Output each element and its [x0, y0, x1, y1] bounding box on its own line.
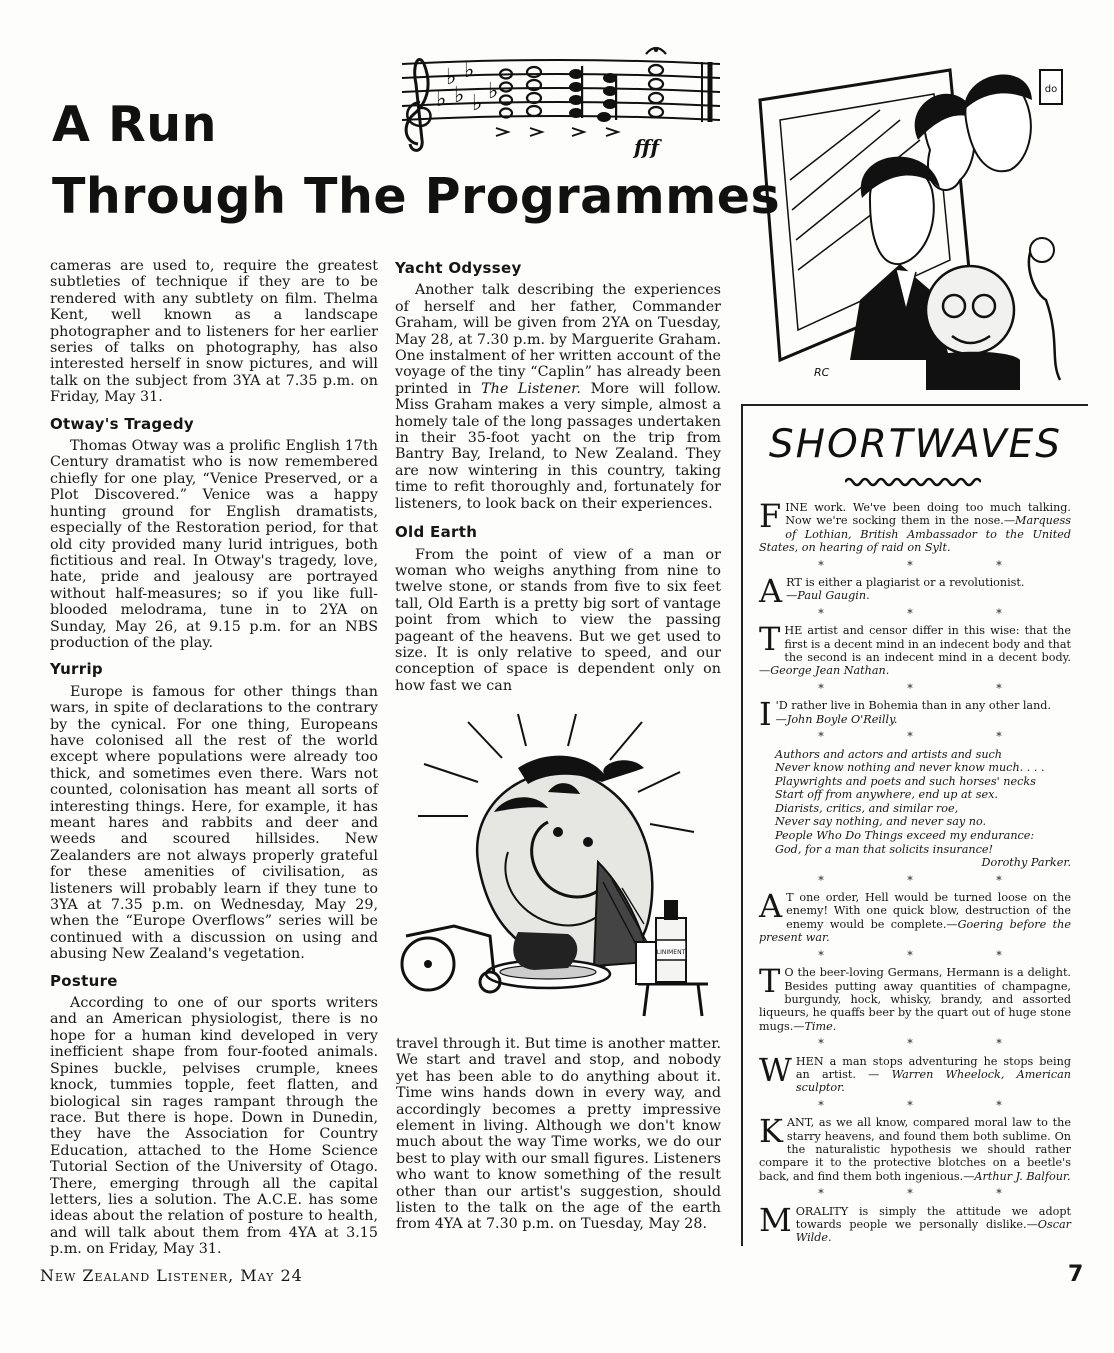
old-earth-paragraph: From the point of view of a man or woman who weighs anything from nine to twelve stone, or stands from five to six feet tall, Old Earth is a pretty big sort of vantage point from which to view the passing pageant of the heavens. But we get used to size. It is only relative to speed, and our conception of space is dependent only on how fast we can	[395, 546, 721, 694]
heading-old-earth: Old Earth	[395, 523, 478, 542]
quote-6: T O the beer-loving Germans, Hermann is a delight. Besides putting away quantities of champagne, burgundy, hock, whisky, brandy, and assorted liqueurs, he quaffs beer by the quart out of huge stone mugs.—Time.	[759, 962, 1071, 1033]
separator-stars: * * *	[818, 730, 1042, 744]
column-1	[50, 258, 378, 1258]
separator-stars: * * *	[818, 1037, 1042, 1051]
quote-1: FINE work. We've been doing too much talking. Now we're socking them in the nose.—Marquess of Lothian, British Ambassador to the United States, on hearing of raid on Sylt.	[759, 497, 1071, 555]
heading-otway: Otway's Tragedy	[50, 414, 194, 433]
separator-stars: * * *	[818, 681, 1042, 695]
old-earth-continued: travel through it. But time is another matter. We start and travel and stop, and nobody yet has been able to do anything about it. Time wins hands down in every way, and accordingly becomes a pretty impressive element in living. Although we don't know much about the way Time works, we do our best to play with our small figures. Listeners who want to know something of the result other than our artist's suggestion, should listen to the talk on the age of the earth from 4YA at 7.30 p.m. on Tuesday, May 28.	[396, 1036, 721, 1233]
performers-illustration	[750, 60, 1080, 390]
quote-3: THE artist and censor differ in this wise: that the first is a decent mind in an indecent body and that the second is an indecent mind in a decent body.—George Jean Nathan.	[759, 620, 1071, 678]
svg-text:♭: ♭	[436, 87, 447, 112]
otway-paragraph: Thomas Otway was a prolific English 17th Century dramatist who is now remembered chiefly for one play, “Venice Preserved, or a Plot Discovered.” Venice was a happy hunting ground for English dramatists, especially of the Restoration period, for that old city provided many lurid intrigues, both fictitious and real. In Otway's tragedy, love, hate, pride and jealousy are portrayed without half-measures; so if you like full-blooded melodrama, tune in to 2YA on Sunday, May 26, at 9.15 p.m. for an NBS production of the play.	[50, 438, 378, 651]
quote-7: WHEN a man stops adventuring he stops being an artist. — Warren Wheelock, American sculptor.	[759, 1050, 1071, 1095]
headline-line-1: A Run	[52, 96, 217, 153]
poem-source: Dorothy Parker.	[981, 856, 1071, 870]
posture-paragraph: According to one of our sports writers and an American physiologist, there is no hope for a human kind developed in very inefficient shape from four-footed animals. Spines buckle, pelvises crumple, knees knock, tummies topple, feet flatten, and biological sin rages rampant through the race. But there is hope. Down in Dunedin, they have the Association for Country Education, attached to the Home Science Tutorial Section of the University of Otago. There, emerging through all the capital letters, lies a solution. The A.C.E. has some ideas about the relation of posture to health, and will talk about them from 4YA at 3.15 p.m. on Friday, May 31.	[50, 995, 378, 1258]
heading-posture: Posture	[50, 971, 118, 990]
shortwaves-title: SHORTWAVES	[768, 422, 1063, 467]
publication-footer: New Zealand Listener, May 24	[40, 1266, 303, 1285]
quote-5: A T one order, Hell would be turned loose on the enemy! With one quick blow, destruction of the enemy would be complete.—Goering before the present war.	[759, 887, 1071, 945]
wave-ornament	[845, 476, 981, 488]
separator-stars: * * *	[818, 873, 1042, 887]
svg-text:♭: ♭	[488, 79, 499, 104]
svg-text:♭: ♭	[472, 91, 483, 116]
old-earth-cartoon	[398, 712, 720, 1028]
separator-stars: * * *	[818, 1098, 1042, 1112]
yacht-paragraph: Another talk describing the experiences of herself and her father, Commander Graham, will be given from 2YA on Tuesday, May 28, at 7.30 p.m. by Marguerite Graham. One instalment of her written account of the voyage of the tiny “Caplin” has already been printed in The Listener. More will follow. Miss Graham makes a very simple, almost a homely tale of the long passages undertaken in their 35-foot yacht on the trip from Bantry Bay, Ireland, to New Zealand. They are now wintering in this country, taking time to refit thoroughly and, fortunately for listeners, to look back on their experiences.	[395, 282, 721, 512]
column-2-bottom	[396, 1036, 721, 1233]
yurrip-paragraph: Europe is famous for other things than wars, in spite of declarations to the contrary by the cynical. For one thing, Europeans have colonised all the rest of the world except where populations were already too thick, and sometimes even there. Wars not counted, colonisation has meant all sorts of interesting things. Here, for example, it has meant hares and rabbits and deer and weeds and scoured hillsides. New Zealanders are not always properly grateful for these amenities of civilisation, as listeners will probably learn if they tune to 3YA at 7.35 p.m. on Wednesday, May 29, when the “Europe Overflows” series will be continued with a discussion on using and abusing New Zealand's vegetation.	[50, 683, 378, 963]
shortwaves-box	[741, 404, 1088, 1246]
artist-signature: RC	[814, 366, 830, 379]
svg-text:♭: ♭	[464, 58, 475, 83]
quote-8: KANT, as we all know, compared moral law to the starry heavens, and found them both sublime. On the naturalistic hypothesis we should rather compare it to the protective blotches on a beetle's back, and find them both ingenious.—Arthur J. Balfour.	[759, 1112, 1071, 1183]
separator-stars: * * *	[818, 948, 1042, 962]
parker-poem: Authors and actors and artists and such Never know nothing and never know much. . . . Playwrights and poets and such horses' necks Start off from anywhere, end up at sex. Diarists, critics, and similar roe, Never say nothing, and never say no. People Who Do Things exceed my endurance: God, for a man that solicits insurance!	[775, 747, 1045, 856]
intro-paragraph: cameras are used to, require the greatest subtleties of technique if they are to be rendered with any subtlety on film. Thelma Kent, well known as a landscape photographer and to listeners for her earlier series of talks on photography, has also interested herself in snow pictures, and will talk on the subject from 3YA at 7.35 p.m. on Friday, May 31.	[50, 258, 378, 406]
separator-stars: * * *	[818, 606, 1042, 620]
quote-2: ART is either a plagiarist or a revolutionist. —Paul Gaugin.	[759, 572, 1025, 611]
quote-9: MORALITY is simply the attitude we adopt towards people we personally dislike.—Oscar Wilde.	[759, 1200, 1071, 1245]
dynamics-marking: fff	[634, 135, 660, 159]
column-2-top	[395, 260, 721, 694]
headline-line-2: Through The Programmes	[52, 168, 781, 225]
liniment-bottle-label: LINIMENT	[656, 949, 686, 956]
music-staff-illustration	[384, 44, 724, 162]
quote-4: I 'D rather live in Bohemia than in any other land. —John Boyle O'Reilly.	[759, 695, 1052, 734]
heading-yacht: Yacht Odyssey	[395, 259, 522, 277]
separator-stars: * * *	[818, 1187, 1042, 1201]
heading-yurrip: Yurrip	[50, 660, 103, 679]
separator-stars: * * *	[818, 558, 1042, 572]
jug-label: do	[1044, 84, 1058, 95]
svg-text:♭: ♭	[454, 83, 465, 108]
page-number: 7	[1068, 1262, 1084, 1287]
shortwaves-quotes	[759, 497, 1071, 1245]
svg-text:♭: ♭	[446, 65, 457, 90]
